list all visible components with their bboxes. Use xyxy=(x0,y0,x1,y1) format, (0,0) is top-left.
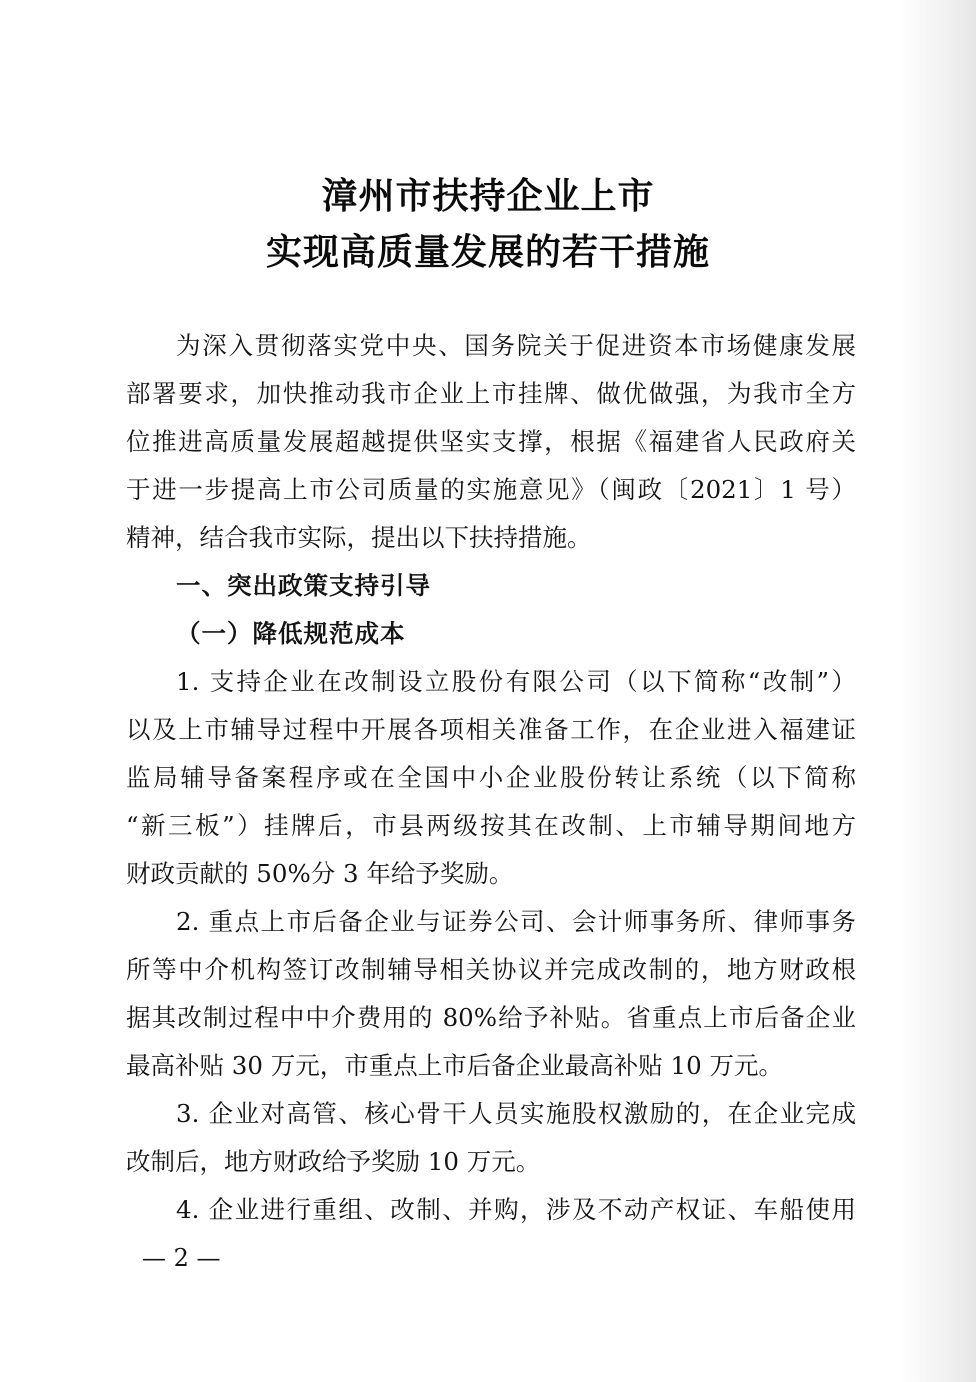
item-1-line-4: “新三板”）挂牌后，市县两级按其在改制、上市辅导期间地方 xyxy=(126,811,856,840)
section-1-heading: 一、突出政策支持引导 xyxy=(176,571,431,600)
item-3-line-1: 3. 企业对高管、核心骨干人员实施股权激励的，在企业完成 xyxy=(176,1099,856,1128)
item-1-line-2: 以及上市辅导过程中开展各项相关准备工作，在企业进入福建证 xyxy=(126,715,856,744)
intro-line-1: 为深入贯彻落实党中央、国务院关于促进资本市场健康发展 xyxy=(176,331,856,360)
item-3-line-2: 改制后，地方财政给予奖励 10 万元。 xyxy=(126,1147,541,1176)
intro-line-4: 于进一步提高上市公司质量的实施意见》（闽政〔2021〕1 号） xyxy=(126,475,856,504)
intro-line-2: 部署要求，加快推动我市企业上市挂牌、做优做强，为我市全方 xyxy=(126,379,856,408)
item-2-line-4: 最高补贴 30 万元，市重点上市后备企业最高补贴 10 万元。 xyxy=(126,1051,783,1080)
item-1-line-1: 1. 支持企业在改制设立股份有限公司（以下简称“改制”） xyxy=(176,667,856,696)
document-title-line-1: 漳州市扶持企业上市 xyxy=(321,175,655,217)
intro-line-5: 精神，结合我市实际，提出以下扶持措施。 xyxy=(126,523,592,552)
item-2-line-2: 所等中介机构签订改制辅导相关协议并完成改制的，地方财政根 xyxy=(126,955,856,984)
document-title-line-2: 实现高质量发展的若干措施 xyxy=(265,231,710,273)
item-2-line-3: 据其改制过程中中介费用的 80%给予补贴。省重点上市后备企业 xyxy=(126,1003,856,1032)
item-1-line-5: 财政贡献的 50%分 3 年给予奖励。 xyxy=(126,859,514,888)
item-1-line-3: 监局辅导备案程序或在全国中小企业股份转让系统（以下简称 xyxy=(126,763,856,792)
subsection-1-heading: （一）降低规范成本 xyxy=(176,619,406,648)
item-2-line-1: 2. 重点上市后备企业与证券公司、会计师事务所、律师事务 xyxy=(176,907,856,936)
item-4-line-1: 4. 企业进行重组、改制、并购，涉及不动产权证、车船使用 xyxy=(176,1195,856,1224)
page-number: — 2 — xyxy=(142,1244,221,1272)
intro-line-3: 位推进高质量发展超越提供坚实支撑，根据《福建省人民政府关 xyxy=(126,427,856,456)
